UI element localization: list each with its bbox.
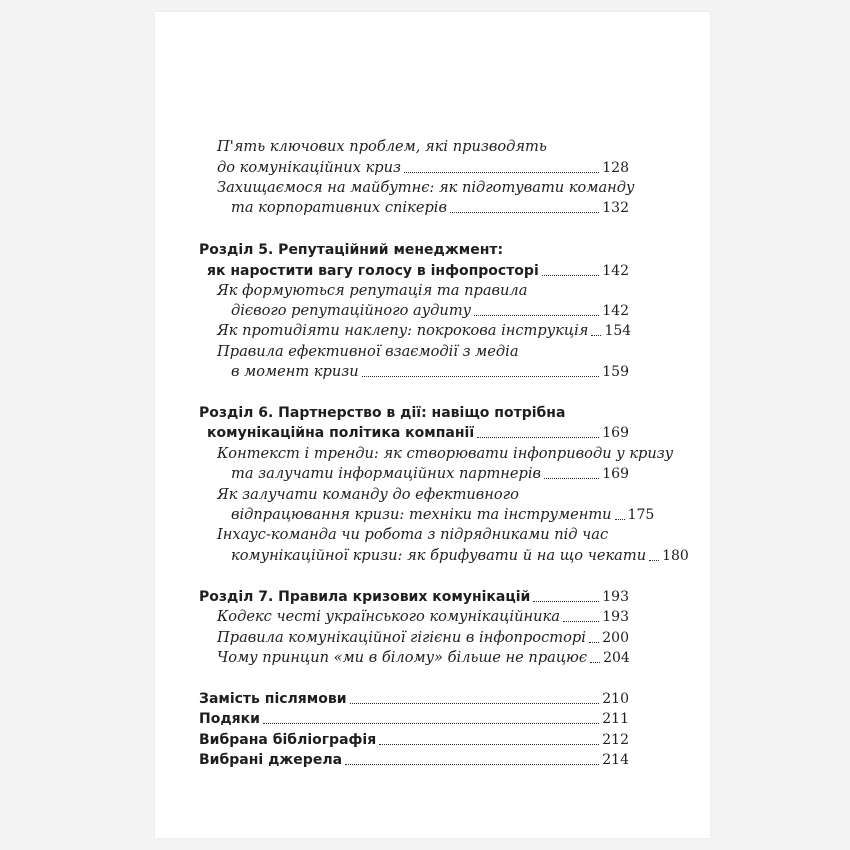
toc-entry-line — [217, 522, 608, 544]
toc-entry-title: в момент кризи — [231, 363, 359, 380]
toc-entry-line — [217, 134, 547, 156]
toc-entry-title: Кодекс честі українського комунікаційника — [217, 608, 560, 625]
toc-entry-title: Правила комунікаційної гігієни в інфопросторі — [217, 629, 586, 646]
dot-leader — [362, 376, 600, 377]
dot-leader — [350, 703, 600, 704]
back-matter-title: Подяки — [199, 711, 260, 727]
dot-leader — [589, 642, 599, 643]
dot-leader — [474, 315, 599, 316]
toc-entry-line[interactable] — [217, 604, 629, 626]
toc-entry-line — [217, 339, 519, 361]
dot-leader — [542, 275, 600, 276]
chapter-title: Розділ 7. Правила кризових комунікацій — [199, 589, 531, 605]
toc-entry-title: та корпоративних спікерів — [231, 199, 447, 216]
toc-entry-line — [217, 175, 634, 197]
page-number: 154 — [604, 323, 632, 339]
dot-leader — [591, 335, 601, 336]
page-number: 211 — [602, 711, 629, 727]
toc-entry-title: та залучати інформаційних партнерів — [231, 465, 542, 482]
dot-leader — [379, 744, 599, 745]
page-number: 128 — [602, 160, 629, 176]
dot-leader — [563, 621, 599, 622]
toc-entry-title: дієвого репутаційного аудиту — [231, 302, 472, 319]
chapter-title: як наростити вагу голосу в інфопросторі — [207, 263, 539, 279]
page-number: 175 — [627, 507, 655, 523]
toc-entry-title: відпрацювання кризи: техніки та інструменти — [231, 506, 612, 523]
dot-leader — [590, 662, 600, 663]
toc-entry-title: Захищаємося на майбутнє: як підготувати команду — [217, 179, 635, 196]
toc-entry-title: Як залучати команду до ефективного — [217, 486, 519, 503]
page-number: 180 — [662, 548, 689, 564]
page-number: 210 — [602, 691, 629, 707]
toc-entry-title: Як протидіяти наклепу: покрокова інструкція — [217, 322, 589, 339]
toc-entry-line[interactable] — [217, 155, 629, 177]
toc-entry-title: комунікаційної кризи: як брифувати й на що чекати — [231, 547, 647, 564]
chapter-heading-line[interactable] — [199, 584, 629, 606]
toc-entry-line[interactable] — [231, 298, 629, 320]
dot-leader — [477, 437, 599, 438]
dot-leader — [263, 723, 599, 724]
page-number: 193 — [602, 609, 629, 625]
page-number: 214 — [602, 752, 629, 768]
page-number: 142 — [602, 263, 629, 279]
dot-leader — [615, 519, 625, 520]
chapter-heading-line — [199, 237, 503, 259]
chapter-heading-line[interactable] — [207, 258, 629, 280]
toc-entry-title: Чому принцип «ми в білому» більше не працює — [217, 649, 588, 666]
back-matter-line[interactable] — [199, 727, 629, 749]
toc-entry-title: Інхаус-команда чи робота з підрядниками під час — [217, 526, 609, 543]
toc-entry-title: П'ять ключових проблем, які призводять — [217, 138, 547, 155]
dot-leader — [404, 172, 599, 173]
back-matter-title: Вибрані джерела — [199, 752, 343, 768]
toc-entry-line[interactable] — [231, 195, 629, 217]
page-number: 212 — [602, 732, 629, 748]
back-matter-line[interactable] — [199, 686, 629, 708]
toc-entry-title: Правила ефективної взаємодії з медіа — [217, 343, 519, 360]
toc-entry-line — [217, 278, 527, 300]
toc-entry-title: Контекст і тренди: як створювати інфоприводи у кризу — [217, 445, 674, 462]
dot-leader — [544, 478, 599, 479]
page-number: 193 — [602, 589, 629, 605]
chapter-title: Розділ 6. Партнерство в дії: навіщо потрібна — [199, 405, 566, 421]
back-matter-line[interactable] — [199, 747, 629, 769]
toc-entry-line — [217, 482, 519, 504]
toc-entry-line[interactable] — [231, 461, 629, 483]
back-matter-title: Вибрана бібліографія — [199, 732, 377, 748]
page-number: 204 — [603, 650, 630, 666]
dot-leader — [533, 601, 599, 602]
toc-entry-line[interactable] — [231, 502, 655, 524]
chapter-heading-line[interactable] — [207, 420, 629, 442]
chapter-heading-line — [199, 400, 565, 422]
page-number: 159 — [602, 364, 629, 380]
toc-entry-line[interactable] — [231, 543, 689, 565]
dot-leader — [345, 764, 599, 765]
page-number: 169 — [602, 466, 629, 482]
toc-entry-line[interactable] — [217, 318, 632, 340]
book-page — [155, 12, 710, 838]
toc-entry-title: Як формуються репутація та правила — [217, 282, 528, 299]
chapter-title: Розділ 5. Репутаційний менеджмент: — [199, 242, 504, 258]
page-number: 132 — [602, 200, 629, 216]
page-number: 142 — [602, 303, 629, 319]
toc-entry-line[interactable] — [217, 625, 629, 647]
toc-entry-line[interactable] — [217, 645, 629, 667]
chapter-title: комунікаційна політика компанії — [207, 425, 475, 441]
page-number: 200 — [602, 630, 629, 646]
toc-entry-title: до комунікаційних криз — [217, 159, 401, 176]
toc-entry-line[interactable] — [231, 359, 629, 381]
back-matter-line[interactable] — [199, 706, 629, 728]
dot-leader — [450, 212, 599, 213]
page-number: 169 — [602, 425, 629, 441]
back-matter-title: Замість післямови — [199, 691, 347, 707]
toc-entry-line — [217, 441, 673, 463]
dot-leader — [649, 560, 659, 561]
